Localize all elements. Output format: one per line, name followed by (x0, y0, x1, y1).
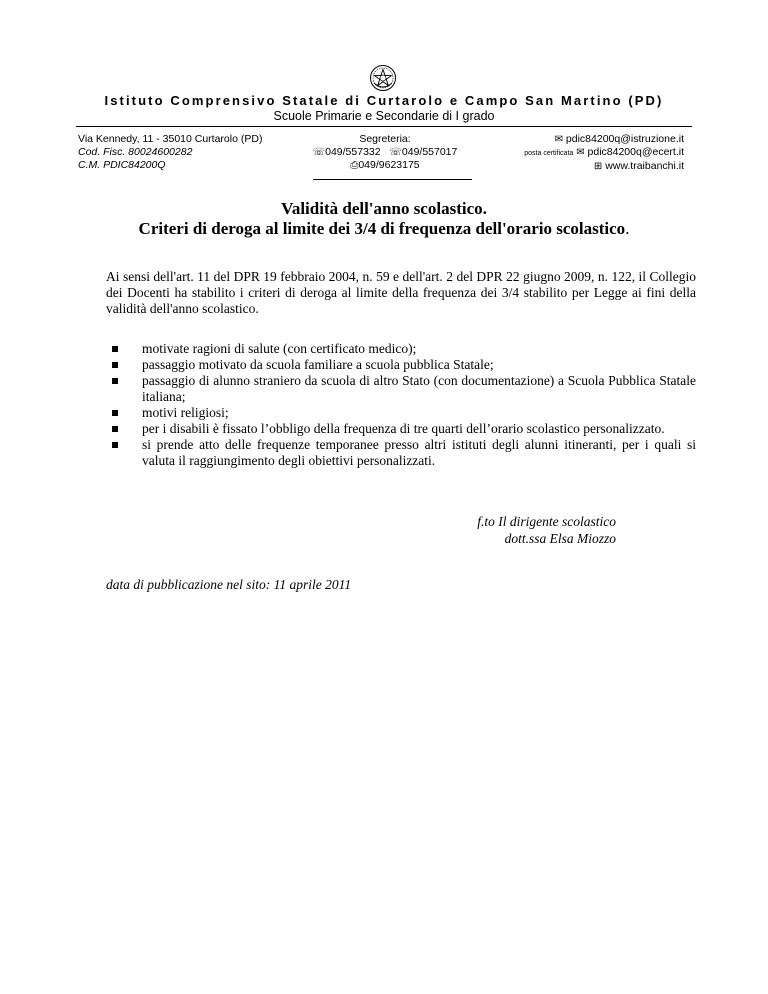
italian-republic-emblem-icon (369, 64, 397, 92)
bullet-icon (112, 426, 118, 432)
list-item (106, 437, 696, 469)
phone-icon: ☏ (312, 147, 326, 158)
bullet-icon (112, 346, 118, 352)
list-item-text: passaggio di alunno straniero da scuola di altro Stato (con documentazione) a Scuola Pubblica Statale italiana; (142, 373, 696, 404)
fiscal-code: Cod. Fisc. 80024600282 (78, 146, 193, 158)
document-title (0, 199, 768, 239)
list-item-text: si prende atto delle frequenze temporanee presso altri istituti degli alunni itineranti, per i quali si valuta il raggiungimento degli obiettivi personalizzati. (142, 437, 696, 468)
school-subtitle: Scuole Primarie e Secondarie di I grado (273, 109, 495, 123)
bullet-icon (112, 410, 118, 416)
list-item-text: passaggio motivato da scuola familiare a scuola pubblica Statale; (142, 357, 494, 372)
signature-role: f.to Il dirigente scolastico (477, 514, 616, 529)
address-block (78, 133, 262, 172)
web-icon: ⊞ (593, 161, 603, 172)
criteria-list (106, 341, 696, 469)
list-item (106, 341, 696, 357)
bullet-icon (112, 378, 118, 384)
secretariat-label: Segreteria: (359, 133, 411, 145)
envelope-icon: ✉ (554, 134, 563, 145)
website-link[interactable]: www.traibanchi.it (605, 160, 684, 172)
title-line-2 (0, 219, 768, 239)
school-name: Istituto Comprensivo Statale di Curtarolo e Campo San Martino (PD) (104, 93, 664, 108)
list-item-text: motivi religiosi; (142, 405, 229, 420)
phone-number-1[interactable]: 049/557332 (325, 146, 381, 158)
secretariat-block (290, 133, 480, 172)
envelope-icon: ✉ (576, 147, 585, 158)
address: Via Kennedy, 11 - 35010 Curtarolo (PD) (78, 133, 263, 145)
phone-icon: ☏ (389, 147, 402, 158)
fax-row (290, 159, 480, 172)
intro-paragraph: Ai sensi dell'art. 11 del DPR 19 febbraio 2004, n. 59 e dell'art. 2 del DPR 22 giugno 2009, n. 122, il Collegio dei Docenti ha stabilito i criteri di deroga al limite della frequenza dei 3/4 stabilito per Legge ai fini della validità dell'anno scolastico. (106, 269, 696, 316)
website-row (524, 160, 684, 173)
list-item-text: per i disabili è fissato l’obbligo della frequenza di tre quarti dell’orario scolastico personalizzato. (142, 421, 665, 436)
title-line-2-end: . (625, 219, 630, 238)
bullet-icon (112, 362, 118, 368)
list-item-text: motivate ragioni di salute (con certificato medico); (142, 341, 417, 356)
signature-name: dott.ssa Elsa Miozzo (504, 531, 616, 546)
fax-number: 049/9623175 (358, 159, 420, 171)
list-item (106, 421, 696, 437)
mechanographic-code: C.M. PDIC84200Q (78, 159, 166, 171)
pec-label: posta certificata (524, 150, 574, 157)
publication-date: data di pubblicazione nel sito: 11 aprile 2011 (106, 577, 352, 592)
signature-block (477, 513, 616, 547)
email-link[interactable]: pdic84200q@istruzione.it (565, 133, 684, 145)
pec-email-link[interactable]: pdic84200q@ecert.it (587, 146, 684, 158)
phone-number-2[interactable]: 049/557017 (401, 146, 458, 158)
title-line-2-text: Criteri di deroga al limite dei 3/4 di frequenza dell'orario scolastico (138, 219, 626, 238)
bullet-icon (112, 442, 118, 448)
phone-row (290, 146, 480, 159)
email-block (524, 133, 684, 173)
list-item (106, 405, 696, 421)
title-line-1: Validità dell'anno scolastico. (281, 199, 487, 218)
list-item (106, 357, 696, 373)
fax-icon: ⎙ (350, 160, 359, 171)
list-item (106, 373, 696, 405)
pec-row (524, 146, 684, 160)
header-divider (76, 126, 692, 127)
secretariat-divider (313, 179, 472, 180)
email-row (524, 133, 684, 146)
